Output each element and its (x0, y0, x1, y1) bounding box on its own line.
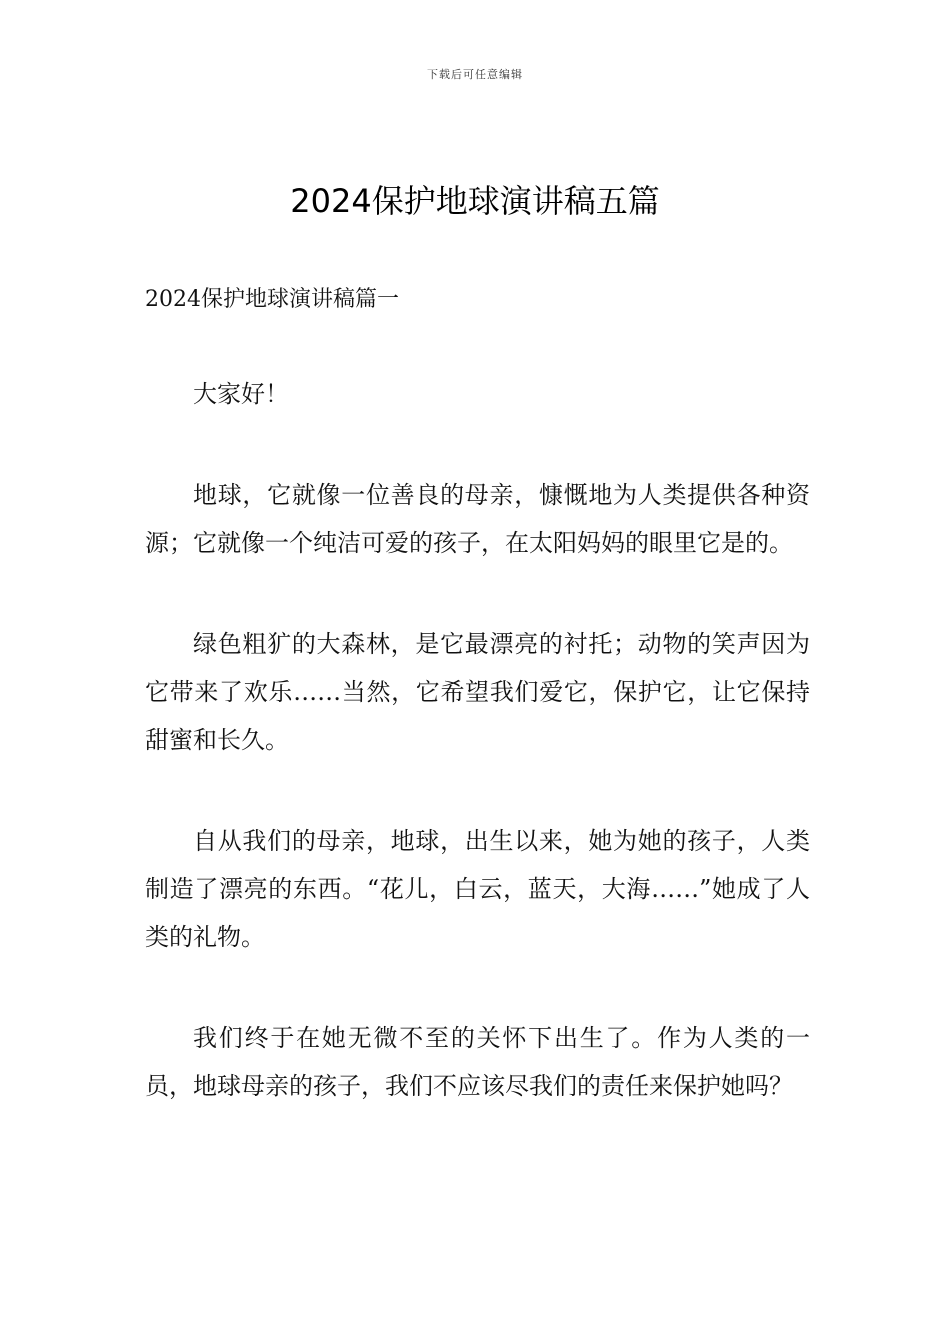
section-heading: 2024保护地球演讲稿篇一 (145, 287, 399, 312)
body-paragraph-2: 绿色粗犷的大森林，是它最漂亮的衬托；动物的笑声因为它带来了欢乐……当然，它希望我们爱它，保护它，让它保持甜蜜和长久。 (145, 630, 810, 754)
body-paragraph-3: 自从我们的母亲，地球，出生以来，她为她的孩子，人类制造了漂亮的东西。“花儿，白云，蓝天，大海……”她成了人类的礼物。 (145, 827, 810, 951)
header-note: 下载后可任意编辑 (427, 68, 523, 81)
body-paragraph-1: 地球，它就像一位善良的母亲，慷慨地为人类提供各种资源；它就像一个纯洁可爱的孩子，在太阳妈妈的眼里它是的。 (145, 481, 810, 557)
greeting-paragraph: 大家好！ (193, 380, 289, 408)
body-paragraph-4: 我们终于在她无微不至的关怀下出生了。作为人类的一员，地球母亲的孩子，我们不应该尽我们的责任来保护她吗？ (145, 1024, 810, 1100)
document-body (145, 282, 810, 1163)
document-title: 2024保护地球演讲稿五篇 (290, 182, 660, 220)
